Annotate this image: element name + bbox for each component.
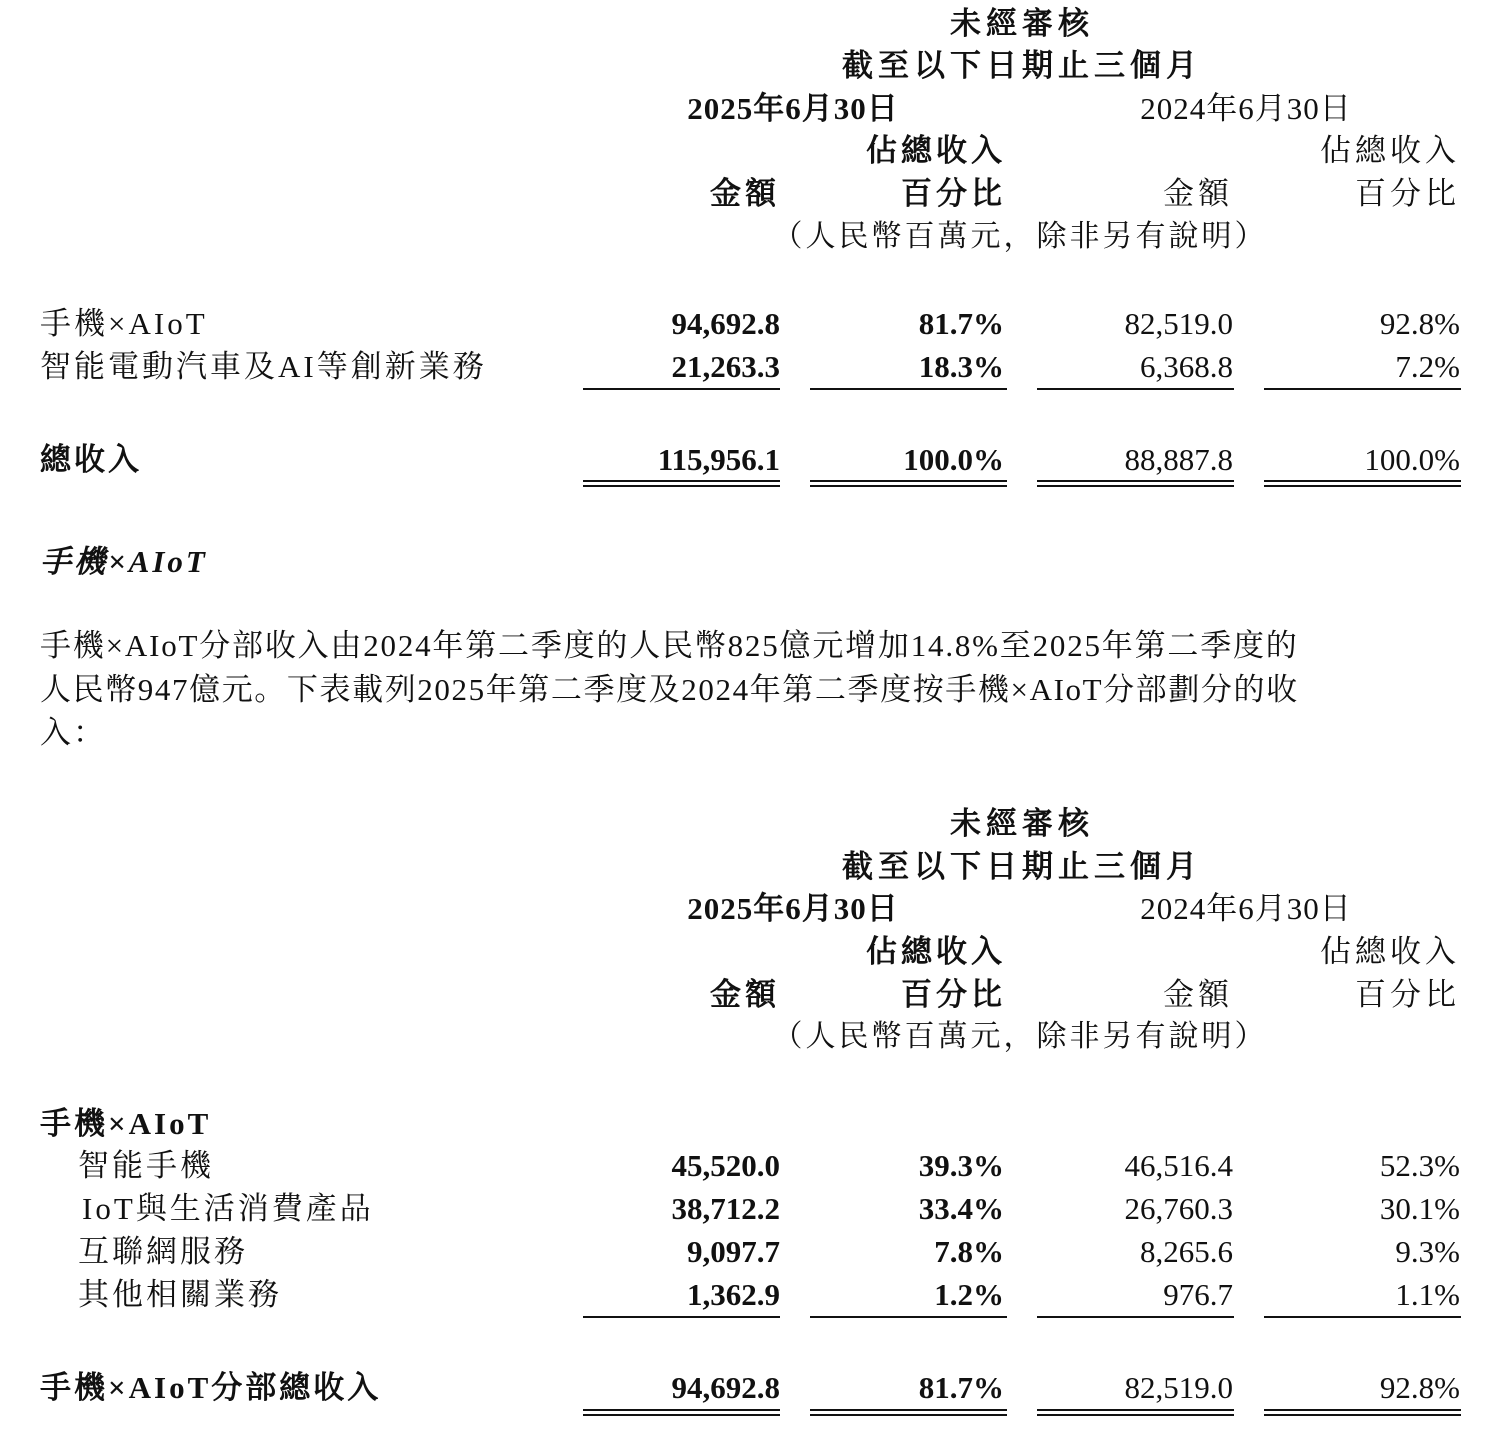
pct-2024-bottom: 百分比 xyxy=(1355,977,1460,1012)
total-double-rule xyxy=(810,480,1007,487)
subtotal-rule xyxy=(810,1316,1007,1318)
amount-2024-label: 金額 xyxy=(1163,176,1233,211)
pct-2024: 52.3% xyxy=(1379,1148,1460,1183)
total-pct-2025: 81.7% xyxy=(918,1370,1004,1405)
date-2025-label: 2025年6月30日 xyxy=(687,891,899,926)
paragraph-line: 手機×AIoT分部收入由2024年第二季度的人民幣825億元增加14.8%至2025年第二季度的 xyxy=(40,628,1299,663)
row-label: IoT與生活消費產品 xyxy=(82,1191,374,1226)
amount-2025: 45,520.0 xyxy=(671,1148,780,1183)
pct-2024: 1.1% xyxy=(1395,1277,1460,1312)
unaudited-label: 未經審核 xyxy=(950,806,1094,841)
amount-2024: 976.7 xyxy=(1163,1277,1233,1312)
subtotal-rule xyxy=(583,1316,780,1318)
amount-2024: 46,516.4 xyxy=(1124,1148,1233,1183)
total-amount-2025: 94,692.8 xyxy=(671,1370,780,1405)
total-double-rule xyxy=(1264,1409,1461,1416)
amount-2025: 1,362.9 xyxy=(687,1277,780,1312)
row-label: 智能手機 xyxy=(78,1148,214,1183)
subtotal-rule xyxy=(1037,388,1234,390)
pct-2024: 9.3% xyxy=(1395,1234,1460,1269)
date-2025-label: 2025年6月30日 xyxy=(687,91,899,126)
pct-2024: 92.8% xyxy=(1379,306,1460,341)
total-double-rule xyxy=(810,1409,1007,1416)
row-label: 其他相關業務 xyxy=(78,1277,282,1312)
total-double-rule xyxy=(1037,1409,1234,1416)
pct-2025-top: 佔總收入 xyxy=(866,934,1006,969)
date-2024-label: 2024年6月30日 xyxy=(1140,891,1352,926)
unit-note: （人民幣百萬元，除非另有說明） xyxy=(772,220,1268,253)
row-label: 智能電動汽車及AI等創新業務 xyxy=(40,349,487,384)
subtotal-rule xyxy=(1264,1316,1461,1318)
amount-2025: 21,263.3 xyxy=(671,349,780,384)
pct-2025-bottom: 百分比 xyxy=(901,176,1006,211)
amount-2025: 38,712.2 xyxy=(671,1191,780,1226)
total-double-rule xyxy=(583,480,780,487)
total-double-rule xyxy=(1037,480,1234,487)
pct-2025: 39.3% xyxy=(918,1148,1004,1183)
section-title: 手機×AIoT xyxy=(40,544,208,579)
amount-2025-label: 金額 xyxy=(710,176,780,211)
subtotal-rule xyxy=(1264,388,1461,390)
pct-2024-bottom: 百分比 xyxy=(1355,176,1460,211)
pct-2024: 30.1% xyxy=(1379,1191,1460,1226)
unaudited-label: 未經審核 xyxy=(950,6,1094,41)
amount-2024: 6,368.8 xyxy=(1140,349,1233,384)
subtotal-rule xyxy=(583,388,780,390)
period-label: 截至以下日期止三個月 xyxy=(842,48,1202,83)
amount-2025: 94,692.8 xyxy=(671,306,780,341)
total-amount-2024: 88,887.8 xyxy=(1124,442,1233,477)
pct-2025: 18.3% xyxy=(918,349,1004,384)
total-amount-2024: 82,519.0 xyxy=(1124,1370,1233,1405)
total-amount-2025: 115,956.1 xyxy=(657,442,780,477)
period-label: 截至以下日期止三個月 xyxy=(842,849,1202,884)
pct-2024-top: 佔總收入 xyxy=(1320,133,1460,168)
total-label: 手機×AIoT分部總收入 xyxy=(40,1370,382,1405)
paragraph-line: 入： xyxy=(40,715,106,750)
total-label: 總收入 xyxy=(40,442,142,477)
total-pct-2025: 100.0% xyxy=(903,442,1004,477)
amount-2025: 9,097.7 xyxy=(687,1234,780,1269)
pct-2025: 81.7% xyxy=(918,306,1004,341)
group-label: 手機×AIoT xyxy=(40,1106,212,1141)
pct-2025-top: 佔總收入 xyxy=(866,133,1006,168)
amount-2024-label: 金額 xyxy=(1163,977,1233,1012)
pct-2025: 1.2% xyxy=(934,1277,1004,1312)
row-label: 互聯網服務 xyxy=(78,1234,248,1269)
amount-2024: 82,519.0 xyxy=(1124,306,1233,341)
paragraph-line: 人民幣947億元。下表載列2025年第二季度及2024年第二季度按手機×AIoT分部劃分的收 xyxy=(40,672,1299,707)
pct-2024-top: 佔總收入 xyxy=(1320,934,1460,969)
unit-note: （人民幣百萬元，除非另有說明） xyxy=(772,1020,1268,1053)
pct-2025: 33.4% xyxy=(918,1191,1004,1226)
date-2024-label: 2024年6月30日 xyxy=(1140,91,1352,126)
total-pct-2024: 92.8% xyxy=(1379,1370,1460,1405)
pct-2025-bottom: 百分比 xyxy=(901,977,1006,1012)
total-pct-2024: 100.0% xyxy=(1364,442,1460,477)
pct-2024: 7.2% xyxy=(1395,349,1460,384)
total-double-rule xyxy=(583,1409,780,1416)
amount-2025-label: 金額 xyxy=(710,977,780,1012)
subtotal-rule xyxy=(810,388,1007,390)
amount-2024: 8,265.6 xyxy=(1140,1234,1233,1269)
total-double-rule xyxy=(1264,480,1461,487)
amount-2024: 26,760.3 xyxy=(1124,1191,1233,1226)
row-label: 手機×AIoT xyxy=(40,306,208,341)
subtotal-rule xyxy=(1037,1316,1234,1318)
pct-2025: 7.8% xyxy=(934,1234,1004,1269)
